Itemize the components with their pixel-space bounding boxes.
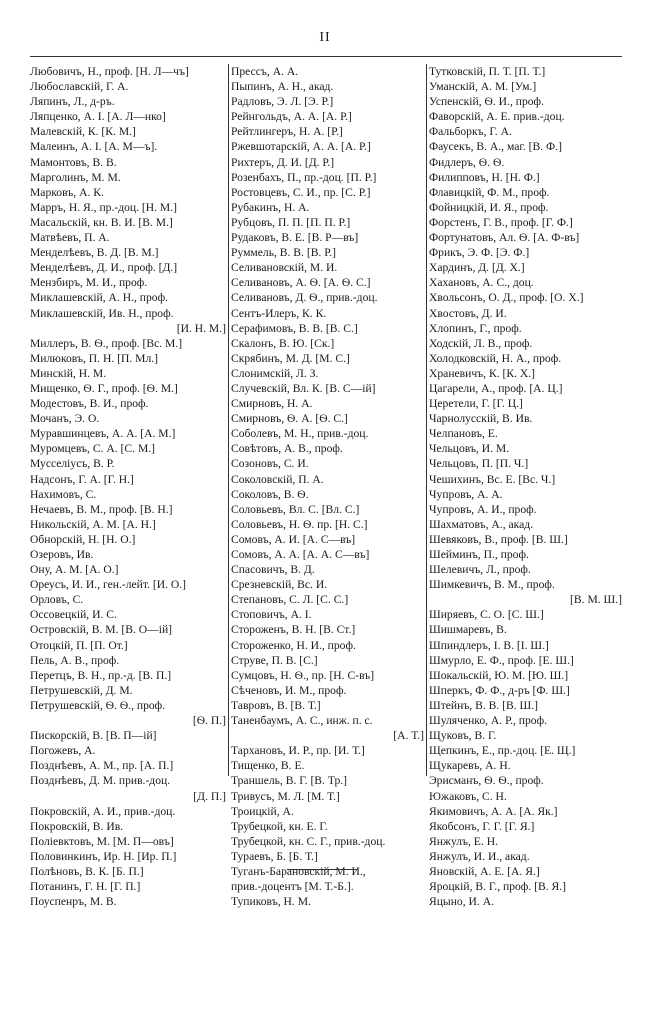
index-entry: Янжулъ, Е. Н. bbox=[429, 834, 498, 848]
index-entry: Таненбаумъ, А. С., инж. п. с. bbox=[231, 714, 373, 728]
index-entry: Храневичъ, К. [К. Х.] bbox=[429, 366, 536, 380]
index-entry: Островскій, В. М. [В. О—ій] bbox=[30, 623, 173, 637]
index-entry: Никольскій, А. М. [А. Н.] bbox=[30, 517, 156, 531]
index-entry: [И. Н. М.] bbox=[176, 321, 226, 335]
index-entry: [Ѳ. П.] bbox=[192, 714, 226, 728]
index-entry: Нахимовъ, С. bbox=[30, 487, 97, 501]
index-entry: прив.-доцентъ [М. Т.-Б.]. bbox=[231, 880, 354, 894]
top-rule bbox=[30, 56, 622, 57]
index-entry: Марковъ, А. К. bbox=[30, 185, 104, 199]
index-entry: Соловьевъ, Н. Ѳ. пр. [Н. С.] bbox=[231, 517, 368, 531]
index-entry: Эрисманъ, Ѳ. Ѳ., проф. bbox=[429, 774, 544, 788]
index-entry: Успенскій, Ѳ. И., проф. bbox=[429, 95, 544, 109]
index-entry: Нечаевъ, В. М., проф. [В. Н.] bbox=[30, 502, 173, 516]
index-entry: Стороженъ, В. Н. [В. Ст.] bbox=[231, 623, 356, 637]
index-entry: Шокальскій, Ю. М. [Ю. Ш.] bbox=[429, 668, 569, 682]
index-entry: Шахматовъ, А., акад. bbox=[429, 517, 534, 531]
index-entry: Минскій, Н. М. bbox=[30, 366, 107, 380]
index-entry: Петрушевскій, Ѳ. Ѳ., проф. bbox=[30, 698, 166, 712]
index-entry: Шперкъ, Ф. Ф., д-ръ [Ф. Ш.] bbox=[429, 683, 570, 697]
index-entry: Ореусъ, И. И., ген.-лейт. [И. О.] bbox=[30, 578, 186, 592]
index-entry: Шпиндлеръ, I. В. [I. Ш.] bbox=[429, 638, 549, 652]
index-entry: Малевскій, К. [К. М.] bbox=[30, 125, 136, 139]
index-entry: Щукаревъ, А. Н. bbox=[429, 759, 511, 773]
index-entry: Ону, А. М. [А. О.] bbox=[30, 563, 119, 577]
index-entry: Фальборкъ, Г. А. bbox=[429, 125, 512, 139]
column-3 bbox=[429, 64, 622, 909]
index-entry: Хвостовъ, Д. И. bbox=[429, 306, 507, 320]
index-entry: Сомовъ, А. А. [А. А. С—въ] bbox=[231, 548, 370, 561]
index-entry: Мамонтовъ, В. В. bbox=[30, 155, 117, 169]
index-entry: Соловьевъ, Вл. С. [Вл. С.] bbox=[231, 502, 360, 516]
index-entry: Фаворскій, А. Е. прив.-доц. bbox=[429, 110, 565, 124]
index-entry: Щуковъ, В. Г. bbox=[429, 729, 497, 743]
index-entry: Сѣченовъ, И. М., проф. bbox=[231, 683, 347, 697]
index-entry: Холодковскій, Н. А., проф. bbox=[429, 351, 562, 365]
index-entry: Якобсонъ, Г. Г. [Г. Я.] bbox=[429, 819, 535, 833]
index-entry: Шимкевичъ, В. М., проф. bbox=[429, 578, 555, 592]
index-entry: Мочанъ, Э. О. bbox=[30, 412, 100, 426]
index-entry: Стороженко, Н. И., проф. bbox=[231, 638, 356, 652]
index-entry: Рейнгольдъ, А. А. [А. Р.] bbox=[231, 110, 352, 124]
index-entry: Поуспенръ, М. В. bbox=[30, 895, 117, 909]
index-entry: Смирновъ, Ѳ. А. [Ѳ. С.] bbox=[231, 412, 348, 426]
index-entry: Смирновъ, Н. А. bbox=[231, 397, 313, 411]
index-entry: [В. М. Ш.] bbox=[570, 593, 622, 607]
index-entry: Шелевичъ, Л., проф. bbox=[429, 563, 531, 577]
index-entry: [А. Т.] bbox=[393, 729, 424, 743]
index-entry: Орловъ, С. bbox=[30, 593, 84, 607]
index-entry: Созоновъ, С. И. bbox=[231, 457, 309, 471]
index-entry: Хахановъ, А. С., доц. bbox=[429, 276, 534, 290]
index-entry: Рейтлингеръ, Н. А. [Р.] bbox=[231, 125, 343, 139]
column-divider bbox=[228, 64, 229, 776]
index-entry: Тураевъ, Б. [Б. Т.] bbox=[231, 849, 318, 863]
index-entry: Хвольсонъ, О. Д., проф. [О. Х.] bbox=[429, 291, 584, 305]
index-entry: Погожевъ, А. bbox=[30, 744, 96, 758]
index-entry: Челпановъ, Е. bbox=[429, 427, 498, 441]
index-entry: Ширяевъ, С. О. [С. Ш.] bbox=[429, 608, 544, 622]
index-entry: Миклашевскій, А. Н., проф. bbox=[30, 291, 169, 305]
index-entry: Марголинъ, М. М. bbox=[30, 170, 121, 184]
index-entry: Мищенко, Ѳ. Г., проф. [Ѳ. М.] bbox=[30, 381, 178, 395]
index-entry: Шишмаревъ, В. bbox=[429, 623, 507, 637]
index-entry: Соколовскій, П. А. bbox=[231, 472, 324, 486]
index-entry: Штейнъ, В. В. [В. Ш.] bbox=[429, 698, 539, 712]
index-entry: Пискорскій, В. [В. П—ій] bbox=[30, 729, 157, 743]
index-entry: Позднѣевъ, Д. М. прив.-доц. bbox=[30, 774, 171, 788]
index-entry: Чешихинъ, Вс. Е. [Вс. Ч.] bbox=[429, 472, 556, 486]
index-entry: Руммель, В. В. [В. Р.] bbox=[231, 246, 336, 260]
contributors-index bbox=[30, 64, 622, 909]
index-entry: Покровскій, А. И., прив.-доц. bbox=[30, 804, 176, 818]
index-entry: Мензбиръ, М. И., проф. bbox=[30, 276, 148, 290]
index-entry: Чарнолусскій, В. Ив. bbox=[429, 412, 533, 426]
index-entry: Сентъ-Илеръ, К. К. bbox=[231, 306, 327, 320]
index-entry: Фрикъ, Э. Ф. [Э. Ф.] bbox=[429, 246, 530, 260]
index-entry: Милюковъ, П. Н. [П. Мл.] bbox=[30, 351, 159, 365]
index-entry: Уманскій, А. М. [Ум.] bbox=[429, 80, 537, 94]
column-1 bbox=[30, 64, 226, 909]
index-entry: Чупровъ, А. А. bbox=[429, 487, 503, 501]
column-divider bbox=[426, 64, 427, 776]
index-entry: Рубцовъ, П. П. [П. П. Р.] bbox=[231, 215, 351, 229]
index-entry: Хлопинъ, Г., проф. bbox=[429, 321, 522, 335]
index-entry: Марръ, Н. Я., пр.-доц. [Н. М.] bbox=[30, 200, 177, 214]
index-entry: Степановъ, С. Л. [С. С.] bbox=[231, 593, 349, 607]
index-entry: Чельцовъ, И. М. bbox=[429, 442, 510, 456]
index-entry: Менделѣевъ, Д. И., проф. [Д.] bbox=[30, 261, 178, 275]
index-entry: Сумцовъ, Н. Ѳ., пр. [Н. С-въ] bbox=[231, 668, 375, 682]
index-entry: Модестовъ, В. И., проф. bbox=[30, 397, 149, 411]
index-entry: Матвѣевъ, П. А. bbox=[30, 231, 110, 245]
index-entry: Поліевктовъ, М. [М. П—овъ] bbox=[30, 834, 174, 848]
index-entry: Рубакинъ, Н. А. bbox=[231, 200, 310, 214]
index-entry: Шейминъ, П., проф. bbox=[429, 548, 529, 561]
index-entry: Ляпинъ, Л., д-ръ. bbox=[30, 95, 115, 109]
index-entry: Яцыно, И. А. bbox=[429, 895, 494, 909]
index-entry: Церетели, Г. [Г. Ц.] bbox=[429, 397, 523, 411]
index-entry: Радловъ, Э. Л. [Э. Р.] bbox=[231, 95, 334, 109]
bottom-rule bbox=[287, 869, 357, 870]
index-entry: Шмурло, Е. Ф., проф. [Е. Ш.] bbox=[429, 653, 574, 667]
index-entry: Муромцевъ, С. А. [С. М.] bbox=[30, 442, 156, 456]
index-entry: Яроцкій, В. Г., проф. [В. Я.] bbox=[429, 880, 566, 894]
index-entry: Якимовичъ, А. А. [А. Як.] bbox=[429, 804, 558, 818]
index-entry: Флавицкій, Ф. М., проф. bbox=[429, 185, 550, 199]
index-entry: Надсонъ, Г. А. [Г. Н.] bbox=[30, 472, 134, 486]
index-entry: Скалонъ, В. Ю. [Ск.] bbox=[231, 336, 335, 350]
index-entry: Шевяковъ, В., проф. [В. Ш.] bbox=[429, 532, 568, 546]
index-entry: Спасовичъ, В. Д. bbox=[231, 563, 315, 577]
index-entry: Миллеръ, В. Ѳ., проф. [Вс. М.] bbox=[30, 336, 183, 350]
index-entry: Сомовъ, А. И. [А. С—въ] bbox=[231, 532, 356, 546]
index-entry: Трубецкой, кн. Е. Г. bbox=[231, 819, 328, 833]
index-entry: Трубецкой, кн. С. Г., прив.-доц. bbox=[231, 834, 386, 848]
index-entry: Чупровъ, А. И., проф. bbox=[429, 502, 537, 516]
index-entry: Озеровъ, Ив. bbox=[30, 548, 94, 561]
index-entry: Южаковъ, С. Н. bbox=[429, 789, 507, 803]
index-entry: Перетцъ, В. Н., пр.-д. [В. П.] bbox=[30, 668, 172, 682]
index-entry: Ляпценко, А. I. [А. Л—нко] bbox=[30, 110, 166, 124]
index-entry: Троицкій, А. bbox=[231, 804, 294, 818]
index-entry: Рихтеръ, Д. И. [Д. Р.] bbox=[231, 155, 335, 169]
index-entry: Фортунатовъ, Ал. Ѳ. [А. Ф-въ] bbox=[429, 231, 580, 245]
index-entry: Отоцкій, П. [П. От.] bbox=[30, 638, 128, 652]
index-entry: Покровскій, В. Ив. bbox=[30, 819, 124, 833]
index-entry: Струве, П. В. [С.] bbox=[231, 653, 318, 667]
index-entry: Форстенъ, Г. В., проф. [Г. Ф.] bbox=[429, 215, 573, 229]
index-entry: Фидлеръ, Ѳ. Ѳ. bbox=[429, 155, 505, 169]
index-entry: Любовичъ, Н., проф. [Н. Л—чъ] bbox=[30, 65, 189, 78]
index-entry: Щепкинъ, Е., пр.-доц. [Е. Щ.] bbox=[429, 744, 576, 758]
index-entry: Ростовцевъ, С. И., пр. [С. Р.] bbox=[231, 185, 371, 199]
index-entry: Половинкинъ, Ир. Н. [Ир. П.] bbox=[30, 849, 177, 863]
index-entry: Малеинъ, А. I. [А. М—ъ]. bbox=[30, 140, 158, 154]
index-entry: Пыпинъ, А. Н., акад. bbox=[231, 80, 334, 94]
index-entry: Менделѣевъ, В. Д. [В. М.] bbox=[30, 246, 159, 260]
page-number: II bbox=[319, 30, 331, 45]
index-entry: Соколовъ, В. Ѳ. bbox=[231, 487, 309, 501]
index-entry: Тутковскій, П. Т. [П. Т.] bbox=[429, 65, 546, 78]
index-entry: Потанинъ, Г. Н. [Г. П.] bbox=[30, 880, 141, 894]
index-entry: Тищенко, В. Е. bbox=[231, 759, 305, 773]
index-entry: Траншель, В. Г. [В. Тр.] bbox=[231, 774, 348, 788]
index-entry: [Д. П.] bbox=[193, 789, 226, 803]
index-entry: Тархановъ, И. Р., пр. [И. Т.] bbox=[231, 744, 365, 758]
index-entry: Соболевъ, М. Н., прив.-доц. bbox=[231, 427, 369, 441]
index-entry: Позднѣевъ, А. М., пр. [А. П.] bbox=[30, 759, 174, 773]
index-entry: Оссовецкій, И. С. bbox=[30, 608, 117, 622]
index-entry: Полѣновъ, В. К. [Б. П.] bbox=[30, 864, 144, 878]
index-entry: Срезневскій, Вс. И. bbox=[231, 578, 328, 592]
index-entry: Тупиковъ, Н. М. bbox=[231, 895, 311, 909]
index-entry: Шуляченко, А. Р., проф. bbox=[429, 714, 547, 728]
index-entry: Селивановъ, Д. Ѳ., прив.-доц. bbox=[231, 291, 378, 305]
index-entry: Туганъ-Барановскій, М. И., bbox=[231, 864, 366, 878]
index-entry: Прессъ, А. А. bbox=[231, 65, 299, 78]
index-entry: Совѣтовъ, А. В., проф. bbox=[231, 442, 343, 456]
index-entry: Слонимскій, Л. З. bbox=[231, 366, 319, 380]
index-entry: Розенбахъ, П., пр.-доц. [П. Р.] bbox=[231, 170, 377, 184]
index-entry: Петрушевскій, Д. М. bbox=[30, 683, 133, 697]
index-entry: Масальскій, кн. В. И. [В. М.] bbox=[30, 215, 173, 229]
index-entry: Тавровъ, В. [В. Т.] bbox=[231, 698, 321, 712]
index-entry: Фаусекъ, В. А., маг. [В. Ф.] bbox=[429, 140, 562, 154]
index-entry: Обнорскій, Н. [Н. О.] bbox=[30, 532, 136, 546]
index-entry: Любославскій, Г. А. bbox=[30, 80, 129, 94]
index-entry: Филипповъ, Н. [Н. Ф.] bbox=[429, 170, 540, 184]
index-entry: Фойницкій, И. Я., проф. bbox=[429, 200, 549, 214]
index-entry: Серафимовъ, В. В. [В. С.] bbox=[231, 321, 358, 335]
index-entry: Скрябинъ, М. Д. [М. С.] bbox=[231, 351, 350, 365]
column-2 bbox=[231, 64, 424, 909]
index-entry: Миклашевскій, Ив. Н., проф. bbox=[30, 306, 174, 320]
index-entry: Пель, А. В., проф. bbox=[30, 653, 120, 667]
index-entry: Яновскій, А. Е. [А. Я.] bbox=[429, 864, 540, 878]
index-entry: Рудаковъ, В. Е. [В. Р—въ] bbox=[231, 231, 359, 245]
index-entry: Ходскій, Л. В., проф. bbox=[429, 336, 533, 350]
index-entry: Ржевшотарскій, А. А. [А. Р.] bbox=[231, 140, 371, 154]
index-entry: Муравшинцевъ, А. А. [А. М.] bbox=[30, 427, 176, 441]
index-entry: Селивановскій, М. И. bbox=[231, 261, 338, 275]
index-entry: Тривусъ, М. Л. [М. Т.] bbox=[231, 789, 340, 803]
index-entry: Мусселіусъ, В. Р. bbox=[30, 457, 115, 471]
index-entry: Янжулъ, И. И., акад. bbox=[429, 849, 530, 863]
index-entry: Стоповичъ, А. I. bbox=[231, 608, 312, 622]
index-entry: Хардинъ, Д. [Д. Х.] bbox=[429, 261, 525, 275]
index-entry: Цагарели, А., проф. [А. Ц.] bbox=[429, 381, 563, 395]
index-entry: Селивановъ, А. Ѳ. [А. Ѳ. С.] bbox=[231, 276, 371, 290]
index-entry: Случевскій, Вл. К. [В. С—ій] bbox=[231, 381, 376, 395]
index-entry: Чельцовъ, П. [П. Ч.] bbox=[429, 457, 529, 471]
